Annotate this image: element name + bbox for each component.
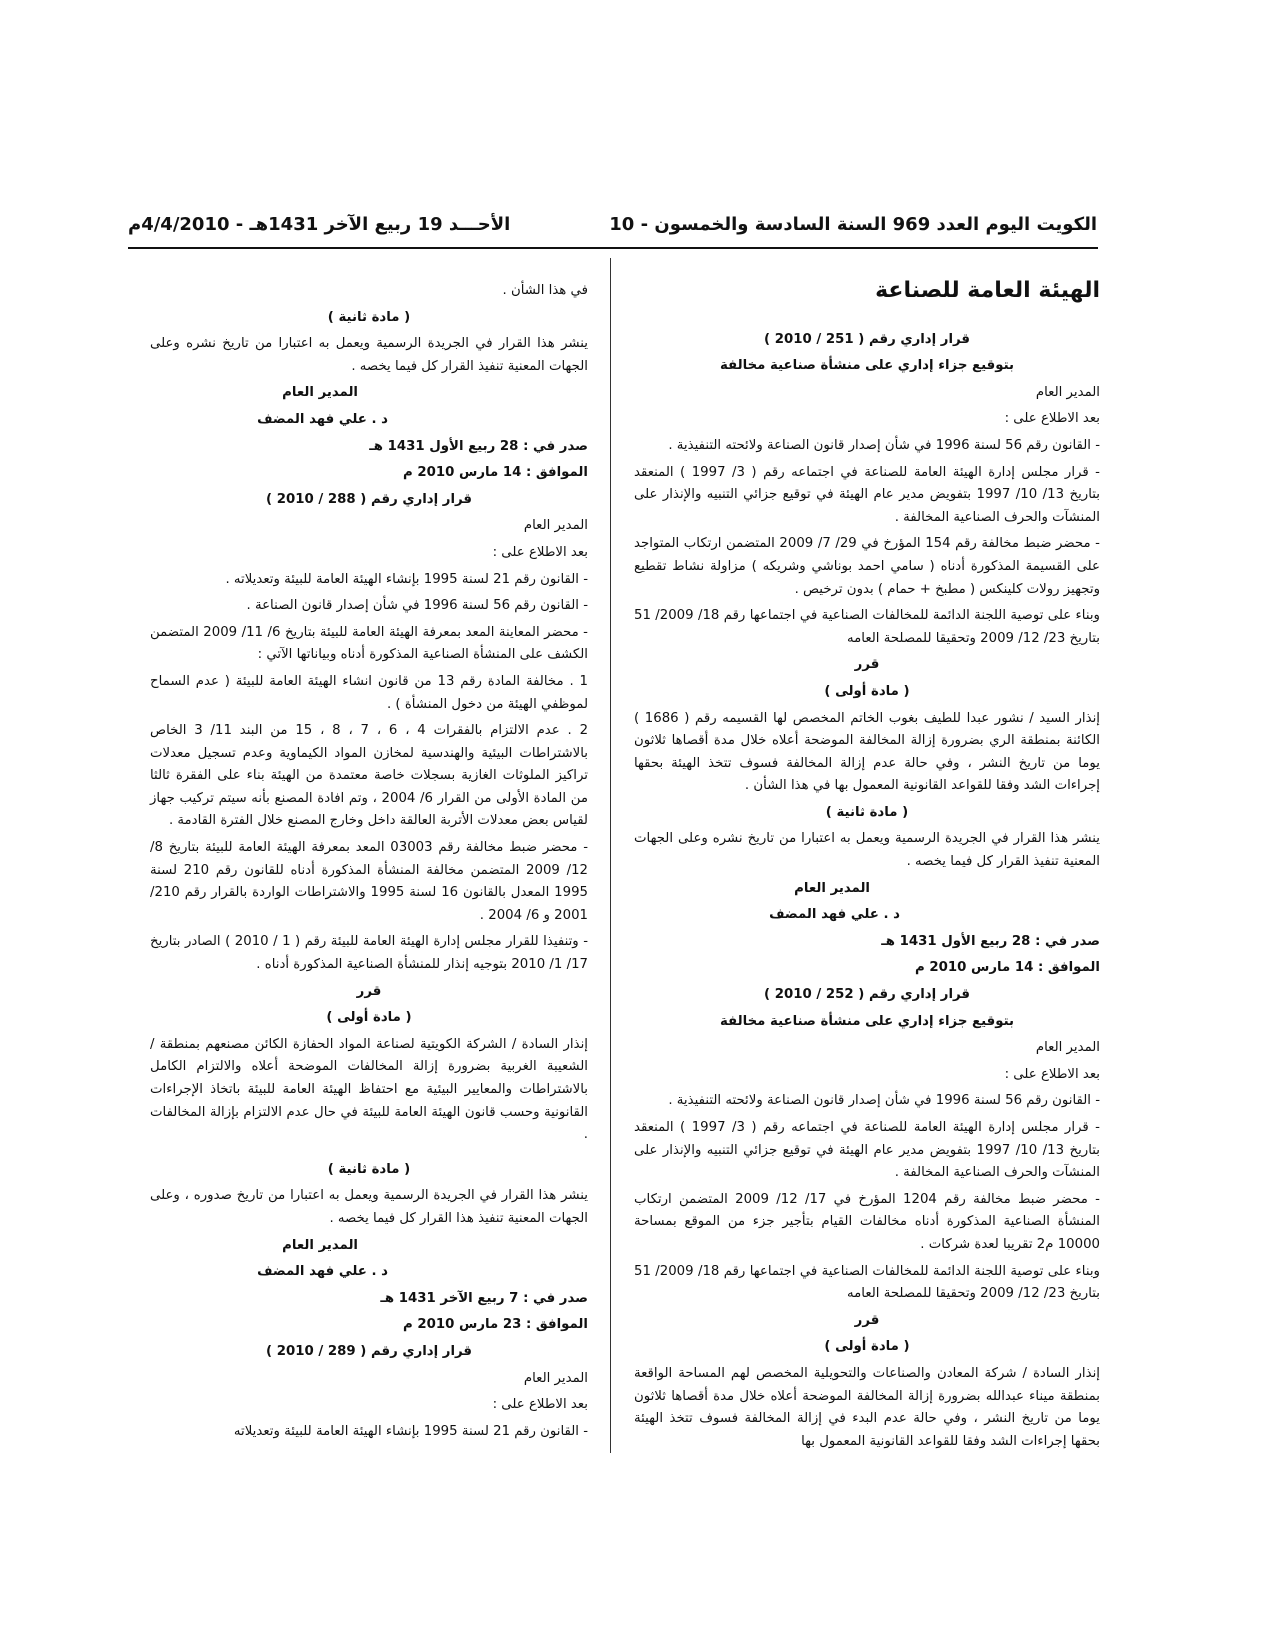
decision-number: قرار إداري رقم ( 288 / 2010 ) — [266, 491, 472, 507]
review-label: بعد الاطلاع على : — [1004, 411, 1100, 427]
director-label: المدير العام — [523, 518, 588, 534]
article-text: ينشر هذا القرار في الجريدة الرسمية ويعمل به اعتبارا من تاريخ نشره وعلى الجهات المعنية تنفيذ القرار كل فيما يخصه . — [150, 336, 588, 374]
issued-date: صدر في : 28 ربيع الأول 1431 هـ — [369, 438, 588, 454]
article-text: إنذار السادة / شركة المعادن والصناعات والتحويلية المخصص لهم المساحة الواقعة بمنطقة ميناء عبدالله بضرورة إزالة المخالفة الموضحة أعلاه خلال مدة أقصاها ثلاثون يوما من تاريخ النشر ، وفي حالة عدم البدء في إزالة المخالفة فسوف تتخذ الهيئة بحقها إجراءات الشد وفقا للقواعد القانونية المعمول بها — [634, 1365, 1100, 1449]
article-heading: ( مادة أولى ) — [824, 1339, 910, 1355]
header-issue-info: الكويت اليوم العدد 969 السنة السادسة والخمسون - 10 — [609, 214, 1097, 235]
corresponding-date: الموافق : 14 مارس 2010 م — [402, 465, 588, 481]
review-label: بعد الاطلاع على : — [492, 544, 588, 560]
signature-name: د . علي فهد المضف — [257, 1264, 388, 1280]
continuation-text: في هذا الشأن . — [502, 283, 588, 298]
header-rule — [128, 247, 1098, 249]
article-heading: ( مادة أولى ) — [824, 683, 910, 699]
article-text: إنذار السيد / نشور عبدا للطيف بغوب الخاتم المخصص لها القسيمه رقم ( 1686 ) الكائنة بمنطقة الري بضرورة إزالة المخالفة الموضحة أعلاه خلال مدة أقصاها ثلاثون يوما من تاريخ النشر ، وفي حالة عدم إزالة المخالفة فسوف تتخذ الهيئة بحقها إجراءات الشد وفقا للقواعد القانونية المعمول بها في هذا الشأن . — [634, 710, 1100, 794]
decision-subject: بتوقيع جزاء إداري على منشأة صناعية مخالفة — [719, 1013, 1015, 1029]
corresponding-date: الموافق : 14 مارس 2010 م — [914, 960, 1100, 976]
corresponding-date: الموافق : 23 مارس 2010 م — [402, 1317, 588, 1333]
recital: - القانون رقم 21 لسنة 1995 بإنشاء الهيئة العامة للبيئة وتعديلاته . — [225, 571, 588, 587]
article-heading: ( مادة أولى ) — [326, 1010, 412, 1026]
right-column — [634, 280, 1100, 1457]
left-column — [150, 280, 588, 1447]
article-text: ينشر هذا القرار في الجريدة الرسمية ويعمل به اعتبارا من تاريخ صدوره ، وعلى الجهات المعنية تنفيذ هذا القرار كل فيما يخصه . — [150, 1188, 588, 1226]
decision-number: قرار إداري رقم ( 251 / 2010 ) — [764, 331, 970, 347]
recital: - القانون رقم 21 لسنة 1995 بإنشاء الهيئة العامة للبيئة وتعديلاته — [233, 1423, 588, 1439]
director-label: المدير العام — [1035, 384, 1100, 400]
decision-number: قرار إداري رقم ( 289 / 2010 ) — [266, 1343, 472, 1359]
recital: - محضر ضبط مخالفة رقم 03003 المعد بمعرفة الهيئة العامة للبيئة بتاريخ 8/ 12/ 2009 المتضمن مخالفة المنشأة المذكورة أدناه للقانون رقم 210 لسنة 1995 المعدل بالقانون 16 لسنة 1995 والاشتراطات الواردة بالقرار رقم 210/ 2001 و 6/ 2004 . — [150, 840, 588, 923]
recital: - محضر ضبط مخالفة رقم 154 المؤرخ في 29/ 7/ 2009 المتضمن ارتكاب المتواجد على القسيمة المذكورة أدناه ( سامي احمد بوناشي وشريكه ) مزاولة نشاط تقطيع وتجهيز رولات كلينكس ( مطبخ + حمام ) بدون ترخيص . — [634, 536, 1100, 597]
spacer — [150, 1151, 588, 1159]
review-label: بعد الاطلاع على : — [1004, 1066, 1100, 1082]
signature-title: المدير العام — [794, 880, 870, 896]
director-label: المدير العام — [523, 1370, 588, 1386]
signature-title: المدير العام — [282, 385, 358, 401]
signature-name: د . علي فهد المضف — [257, 411, 388, 427]
recital: وبناء على توصية اللجنة الدائمة للمخالفات الصناعية في اجتماعها رقم 18/ 2009/ 51 بتاريخ 23/ 12/ 2009 وتحقيقا للمصلحة العامه — [634, 608, 1100, 646]
recital: - قرار مجلس إدارة الهيئة العامة للصناعة في اجتماعه رقم ( 3/ 1997 ) المنعقد بتاريخ 13/ 10/ 1997 بتفويض مدير عام الهيئة في توقيع جزائي التنبيه والإنذار على المنشآت والحرف الصناعية المخالفة . — [634, 1120, 1100, 1181]
recital: - محضر ضبط مخالفة رقم 1204 المؤرخ في 17/ 12/ 2009 المتضمن ارتكاب المنشأة الصناعية المذكورة أدناه مخالفات القيام بتأجير جزء من الموقع بمساحة 10000 م2 تقريبا لعدة شركات . — [634, 1191, 1100, 1252]
issued-date: صدر في : 7 ربيع الآخر 1431 هـ — [380, 1290, 588, 1306]
recital: - القانون رقم 56 لسنة 1996 في شأن إصدار قانون الصناعة ولائحته التنفيذية . — [668, 1093, 1100, 1109]
recital: - القانون رقم 56 لسنة 1996 في شأن إصدار قانون الصناعة . — [246, 598, 588, 614]
decided-heading: قرر — [854, 657, 880, 673]
decision-number: قرار إداري رقم ( 252 / 2010 ) — [764, 987, 970, 1003]
review-label: بعد الاطلاع على : — [492, 1397, 588, 1413]
signature-name: د . علي فهد المضف — [769, 907, 900, 923]
recital: - محضر المعاينة المعد بمعرفة الهيئة العامة للبيئة بتاريخ 6/ 11/ 2009 المتضمن الكشف على المنشأة الصناعية المذكورة أدناه وبياناتها الآتي : — [150, 624, 588, 663]
recital: - وتنفيذا للقرار مجلس إدارة الهيئة العامة للبيئة رقم ( 1 / 2010 ) الصادر بتاريخ 17/ 1/ 2010 بتوجيه إنذار للمنشأة الصناعية المذكورة أدناه . — [150, 934, 589, 973]
article-heading: ( مادة ثانية ) — [825, 804, 909, 820]
recital: - القانون رقم 56 لسنة 1996 في شأن إصدار قانون الصناعة ولائحته التنفيذية . — [668, 437, 1100, 453]
section-title: الهيئة العامة للصناعة — [875, 278, 1100, 303]
director-label: المدير العام — [1035, 1040, 1100, 1056]
decided-heading: قرر — [854, 1312, 880, 1328]
signature-title: المدير العام — [282, 1237, 358, 1253]
decided-heading: قرر — [356, 983, 382, 999]
recital: 2 . عدم الالتزام بالفقرات 4 ، 6 ، 7 ، 8 ، 15 من البند 11/ 3 الخاص بالاشتراطات البيئية والهندسية لمخازن المواد الكيماوية وعدم تسجيل معدلات تراكيز الملوثات الغازية بسجلات خاصة معتمدة من الهيئة بناء على الفقرة ثالثا من المادة الأولى من القرار 6/ 2004 ، وتم افادة المصنع بأنه سيتم تركيب جهاز لقياس بعض معدلات الأتربة العالقة داخل وخارج المصنع خلال الفترة القادمة . — [150, 723, 589, 829]
article-text: ينشر هذا القرار في الجريدة الرسمية ويعمل به اعتبارا من تاريخ نشره وعلى الجهات المعنية تنفيذ القرار كل فيما يخصه . — [634, 831, 1100, 870]
decision-subject: بتوقيع جزاء إداري على منشأة صناعية مخالفة — [719, 358, 1015, 374]
article-heading: ( مادة ثانية ) — [327, 309, 411, 325]
recital: وبناء على توصية اللجنة الدائمة للمخالفات الصناعية في اجتماعها رقم 18/ 2009/ 51 بتاريخ 23/ 12/ 2009 وتحقيقا للمصلحة العامه — [634, 1263, 1100, 1302]
article-heading: ( مادة ثانية ) — [327, 1161, 411, 1177]
column-divider — [610, 258, 611, 1453]
issued-date: صدر في : 28 ربيع الأول 1431 هـ — [881, 933, 1100, 949]
recital: - قرار مجلس إدارة الهيئة العامة للصناعة في اجتماعه رقم ( 3/ 1997 ) المنعقد بتاريخ 13/ 10/ 1997 بتفويض مدير عام الهيئة في توقيع جزائي التنبيه والإنذار على المنشآت والحرف الصناعية المخالفة . — [634, 464, 1100, 525]
header-date: الأحـــد 19 ربيع الآخر 1431هـ - 4/4/2010م — [128, 214, 511, 235]
recital: 1 . مخالفة المادة رقم 13 من قانون انشاء الهيئة العامة للبيئة ( عدم السماح لموظفي الهيئة من دخول المنشأة ) . — [150, 673, 588, 712]
article-text: إنذار السادة / الشركة الكويتية لصناعة المواد الحفازة الكائن مصنعهم بمنطقة / الشعيبة الغربية بضرورة إزالة المخالفات الموضحة أعلاه والالتزام الكامل بالاشتراطات والمعايير البيئية مع احتفاظ الهيئة العامة للبيئة باتخاذ الإجراءات القانونية وحسب قانون الهيئة العامة للبيئة في حال عدم الالتزام بإزالة المخالفات . — [150, 1036, 588, 1143]
